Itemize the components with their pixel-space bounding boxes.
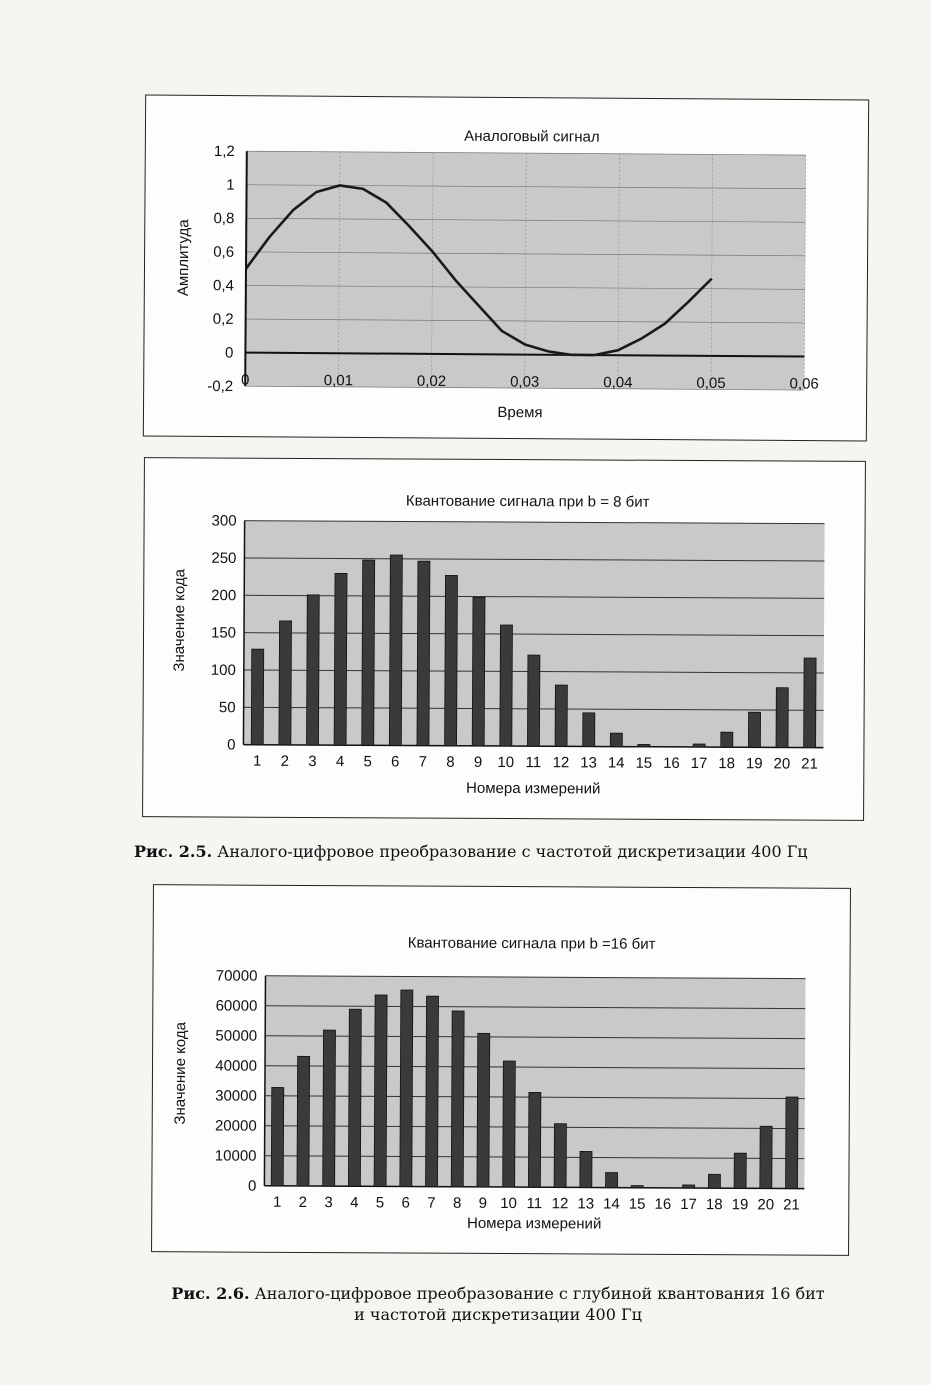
x-axis-label: Время	[497, 403, 543, 422]
caption-line-2: и частотой дискретизации 400 Гц	[354, 1305, 642, 1324]
x-tick-label: 1	[272, 1193, 282, 1211]
x-tick-label: 14	[603, 1195, 620, 1213]
x-tick-label: 18	[705, 1196, 723, 1214]
x-tick-label: 15	[635, 754, 653, 772]
y-tick-label: 200	[211, 587, 237, 605]
y-tick-label: 40000	[215, 1057, 258, 1075]
bar	[760, 1126, 772, 1188]
x-tick-label: 0,02	[416, 372, 447, 391]
bar	[606, 1173, 618, 1188]
bar	[279, 621, 292, 745]
y-tick-label: 150	[210, 624, 237, 642]
x-tick-label: 20	[773, 755, 791, 773]
bar	[400, 990, 413, 1187]
chart-analog-signal	[143, 94, 869, 441]
x-tick-label: 13	[580, 754, 597, 772]
x-tick-label: 2	[280, 752, 290, 770]
bar	[708, 1174, 720, 1188]
y-tick-label: 50000	[215, 1027, 258, 1045]
y-tick-label: 0,6	[213, 243, 235, 261]
bar	[323, 1030, 336, 1186]
bar	[631, 1186, 643, 1188]
figure-caption-2-6	[138, 1283, 858, 1325]
bar	[503, 1061, 516, 1187]
x-tick-label: 1	[252, 752, 262, 770]
x-tick-label: 9	[473, 753, 483, 771]
x-tick-label: 14	[607, 754, 625, 772]
bar	[721, 732, 733, 747]
bar	[426, 996, 439, 1187]
bar	[271, 1087, 284, 1185]
chart-quantization-16bit	[151, 884, 851, 1256]
y-tick-label: 10000	[214, 1147, 257, 1165]
bar	[306, 595, 319, 745]
bar	[451, 1011, 464, 1187]
caption-text: Аналого-цифровое преобразование с частотой дискретизации 400 Гц	[212, 842, 808, 861]
x-tick-label: 19	[731, 1196, 749, 1214]
bar	[374, 995, 387, 1186]
bar	[334, 573, 347, 745]
x-tick-label: 5	[375, 1194, 385, 1212]
y-tick-label: 0	[224, 344, 234, 362]
bar	[472, 597, 485, 746]
x-tick-label: 11	[526, 1195, 543, 1213]
caption-label: Рис. 2.5.	[134, 842, 213, 861]
x-tick-label: 4	[350, 1194, 359, 1212]
bar	[251, 649, 264, 745]
bar	[362, 560, 375, 745]
y-tick-label: 300	[211, 512, 237, 530]
bar	[297, 1056, 310, 1186]
bar	[734, 1153, 746, 1188]
x-tick-label: 8	[446, 753, 455, 771]
x-tick-label: 17	[690, 754, 708, 773]
quantization-8bit-svg	[143, 458, 867, 822]
x-tick-label: 7	[427, 1194, 436, 1212]
x-tick-label: 0,01	[323, 372, 354, 390]
x-tick-label: 4	[335, 753, 345, 771]
y-tick-label: 20000	[214, 1117, 257, 1135]
bar	[580, 1151, 592, 1187]
bar	[804, 658, 816, 748]
x-tick-label: 3	[308, 752, 317, 771]
x-tick-label: 16	[663, 754, 680, 772]
x-tick-label: 19	[745, 755, 763, 773]
bar	[555, 685, 567, 746]
y-tick-label: 70000	[215, 967, 258, 985]
bar	[528, 1092, 540, 1187]
x-tick-label: 8	[452, 1194, 462, 1212]
bar	[554, 1124, 566, 1188]
bar	[417, 561, 430, 745]
x-tick-label: 0,03	[510, 373, 540, 391]
bar	[348, 1009, 361, 1186]
x-tick-label: 12	[552, 754, 570, 772]
bar	[445, 575, 458, 745]
y-tick-label: 0	[227, 736, 236, 754]
y-tick-label: 30000	[215, 1087, 257, 1105]
y-tick-label: 0,8	[213, 210, 235, 228]
y-tick-label: 50	[218, 699, 236, 717]
analog-signal-svg	[144, 95, 870, 442]
x-tick-label: 18	[718, 755, 736, 773]
bar	[776, 688, 788, 748]
bar	[610, 733, 622, 747]
chart-title: Квантование сигнала при b =16 бит	[407, 934, 656, 953]
x-tick-label: 15	[628, 1195, 646, 1213]
bar	[786, 1097, 798, 1189]
x-tick-label: 16	[654, 1195, 672, 1213]
y-tick-label: 100	[210, 661, 236, 679]
x-tick-label: 2	[298, 1193, 308, 1211]
chart-quantization-8bit	[142, 457, 866, 821]
x-tick-label: 3	[324, 1194, 333, 1212]
bar	[527, 655, 539, 746]
x-tick-label: 0,05	[696, 374, 726, 392]
x-tick-label: 7	[418, 753, 428, 771]
x-tick-label: 21	[783, 1196, 800, 1214]
x-tick-label: 17	[680, 1195, 697, 1214]
caption-label: Рис. 2.6.	[171, 1284, 250, 1303]
x-tick-label: 21	[801, 755, 818, 773]
y-tick-label: 60000	[215, 997, 258, 1015]
x-tick-label: 13	[577, 1195, 595, 1213]
y-axis-label: Значение кода	[171, 1022, 190, 1125]
bar	[748, 712, 760, 747]
x-tick-label: 9	[478, 1194, 488, 1212]
y-axis-label: Амплитуда	[174, 219, 193, 297]
bar	[477, 1033, 490, 1187]
bar	[500, 625, 513, 746]
y-tick-label: -0,2	[207, 377, 234, 396]
caption-text: Аналого-цифровое преобразование с глубиной квантования 16 бит	[249, 1284, 825, 1303]
y-axis-label: Значение кода	[170, 568, 189, 672]
figure-caption-2-5	[134, 842, 808, 861]
bar	[683, 1185, 695, 1188]
x-axis-label: Номера измерений	[466, 779, 601, 798]
quantization-16bit-svg	[152, 885, 852, 1257]
x-axis-label: Номера измерений	[466, 1214, 602, 1233]
y-tick-label: 0,2	[212, 310, 234, 328]
bar	[389, 555, 402, 745]
chart-title: Квантование сигнала при b = 8 бит	[405, 492, 650, 511]
x-tick-label: 0,04	[603, 374, 633, 392]
y-tick-label: 0,4	[212, 277, 234, 295]
chart-title: Аналоговый сигнал	[464, 127, 600, 146]
y-tick-label: 250	[211, 549, 237, 567]
caption-line-1	[138, 1283, 858, 1304]
bar	[693, 744, 705, 747]
x-tick-label: 10	[497, 753, 515, 772]
x-tick-label: 12	[551, 1195, 569, 1213]
x-tick-label: 20	[757, 1196, 775, 1214]
y-tick-label: 1,2	[213, 142, 235, 161]
x-tick-label: 10	[500, 1194, 517, 1213]
x-tick-label: 6	[401, 1194, 410, 1212]
x-tick-label: 5	[363, 753, 372, 771]
x-tick-label: 0	[240, 371, 250, 389]
y-tick-label: 1	[226, 176, 235, 194]
x-tick-label: 0,06	[789, 375, 819, 393]
x-tick-label: 11	[525, 754, 542, 772]
x-tick-label: 6	[391, 753, 400, 771]
y-tick-label: 0	[247, 1177, 257, 1195]
bar	[638, 744, 650, 746]
bar	[583, 713, 595, 747]
